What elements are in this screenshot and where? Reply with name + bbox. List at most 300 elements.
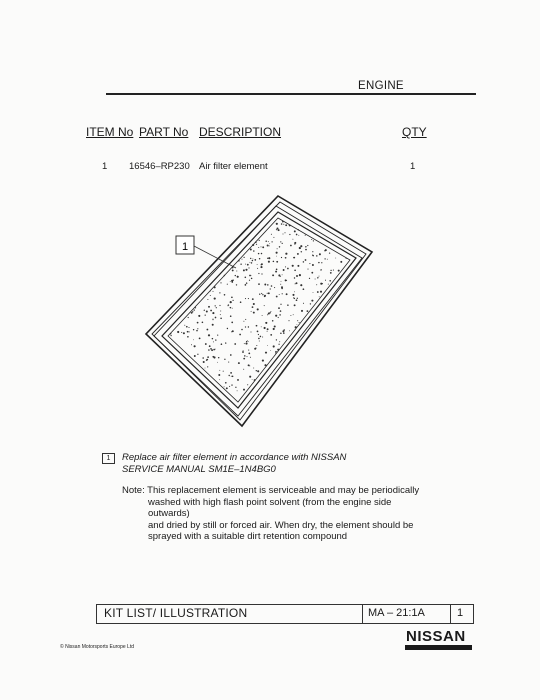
filter-speckle bbox=[294, 269, 296, 271]
filter-speckle bbox=[282, 293, 283, 294]
header-rule bbox=[106, 93, 476, 95]
filter-speckle bbox=[224, 294, 226, 296]
filter-speckle bbox=[311, 300, 313, 302]
filter-speckle bbox=[268, 312, 270, 314]
filter-speckle bbox=[232, 376, 234, 378]
filter-speckle bbox=[279, 341, 280, 342]
filter-speckle bbox=[218, 374, 220, 376]
filter-speckle bbox=[202, 322, 204, 324]
filter-speckle bbox=[293, 257, 295, 259]
filter-speckle bbox=[316, 255, 318, 257]
filter-speckle bbox=[211, 349, 213, 351]
filter-speckle bbox=[297, 320, 298, 321]
filter-speckle bbox=[259, 294, 260, 295]
instruction-callout: 1 bbox=[102, 453, 115, 464]
filter-speckle bbox=[194, 355, 196, 357]
filter-speckle bbox=[214, 298, 216, 300]
filter-speckle bbox=[253, 312, 255, 314]
filter-speckle bbox=[312, 255, 313, 256]
filter-speckle bbox=[250, 357, 251, 358]
filter-speckle bbox=[321, 269, 322, 270]
filter-speckle bbox=[285, 257, 287, 259]
filter-speckle bbox=[330, 272, 332, 274]
filter-speckle bbox=[245, 326, 246, 327]
filter-speckle bbox=[198, 315, 200, 317]
filter-speckle bbox=[283, 269, 285, 271]
filter-speckle bbox=[296, 299, 298, 301]
filter-speckle bbox=[282, 274, 283, 275]
filter-speckle bbox=[270, 350, 271, 351]
filter-speckle bbox=[319, 253, 321, 255]
filter-speckle bbox=[297, 253, 299, 255]
filter-speckle bbox=[275, 351, 277, 353]
filter-speckle bbox=[294, 243, 295, 244]
filter-speckle bbox=[184, 325, 185, 326]
filter-speckle bbox=[257, 308, 259, 310]
filter-speckle bbox=[333, 270, 334, 271]
filter-speckle bbox=[245, 277, 247, 279]
filter-speckle bbox=[258, 334, 259, 335]
leader-line bbox=[194, 246, 236, 268]
filter-speckle bbox=[280, 241, 281, 242]
filter-speckle bbox=[247, 384, 248, 385]
filter-speckle bbox=[348, 262, 349, 263]
filter-speckle bbox=[177, 331, 179, 333]
filter-speckle bbox=[274, 325, 276, 327]
column-header-qty: QTY bbox=[402, 125, 427, 139]
filter-speckle bbox=[280, 276, 281, 277]
filter-speckle bbox=[268, 261, 270, 263]
filter-speckle bbox=[231, 267, 232, 268]
filter-speckle bbox=[307, 310, 309, 312]
filter-speckle bbox=[230, 281, 231, 282]
filter-speckle bbox=[282, 233, 283, 234]
filter-speckle bbox=[202, 357, 204, 359]
filter-speckle bbox=[256, 244, 257, 245]
filter-speckle bbox=[229, 386, 230, 387]
filter-speckle bbox=[257, 268, 258, 269]
filter-speckle bbox=[247, 356, 248, 357]
qty-cell: 1 bbox=[410, 161, 416, 172]
filter-speckle bbox=[261, 326, 262, 327]
filter-speckle bbox=[294, 277, 295, 278]
filter-speckle bbox=[243, 358, 245, 360]
filter-speckle bbox=[220, 310, 221, 311]
filter-speckle bbox=[257, 264, 258, 265]
filter-speckle bbox=[230, 315, 232, 317]
filter-speckle bbox=[186, 326, 188, 328]
filter-speckle bbox=[239, 334, 241, 336]
filter-speckle bbox=[329, 280, 331, 282]
filter-speckle bbox=[207, 299, 208, 300]
instruction-text bbox=[122, 452, 382, 476]
filter-speckle bbox=[276, 252, 278, 254]
column-header-part-no: PART No bbox=[139, 125, 189, 139]
filter-speckle bbox=[287, 268, 289, 270]
filter-speckle bbox=[278, 317, 279, 318]
filter-speckle bbox=[210, 310, 212, 312]
filter-speckle bbox=[237, 379, 239, 381]
description-cell: Air filter element bbox=[199, 161, 268, 172]
logo-bar bbox=[405, 645, 472, 650]
filter-speckle bbox=[272, 274, 274, 276]
note-line-2: washed with high flash point solvent (from the engine side outwards) bbox=[148, 496, 392, 519]
filter-speckle bbox=[303, 303, 304, 304]
filter-speckle bbox=[210, 291, 211, 292]
filter-speckle bbox=[232, 308, 233, 309]
filter-speckle bbox=[311, 239, 312, 240]
filter-speckle bbox=[274, 287, 275, 288]
filter-speckle bbox=[235, 387, 236, 388]
filter-speckle bbox=[256, 345, 257, 346]
filter-speckle bbox=[262, 360, 264, 362]
filter-speckle bbox=[181, 332, 182, 333]
filter-speckle bbox=[267, 345, 268, 346]
filter-speckle bbox=[189, 331, 190, 332]
filter-speckle bbox=[324, 258, 325, 259]
filter-speckle bbox=[315, 279, 316, 280]
filter-speckle bbox=[305, 259, 307, 261]
filter-speckle bbox=[231, 384, 232, 385]
filter-speckle bbox=[223, 371, 224, 372]
filter-speckle bbox=[235, 275, 236, 276]
filter-speckle bbox=[330, 270, 331, 271]
filter-speckle bbox=[249, 376, 251, 378]
filter-speckle bbox=[219, 379, 220, 380]
filter-speckle bbox=[248, 267, 249, 268]
filter-speckle bbox=[268, 257, 270, 259]
filter-speckle bbox=[321, 262, 322, 263]
filter-speckle bbox=[276, 256, 277, 257]
filter-speckle bbox=[237, 390, 238, 391]
filter-speckle bbox=[210, 295, 211, 296]
filter-speckle bbox=[252, 298, 254, 300]
footer-title: KIT LIST/ ILLUSTRATION bbox=[104, 606, 248, 620]
filter-speckle bbox=[247, 340, 248, 341]
filter-speckle bbox=[230, 307, 232, 309]
filter-speckle bbox=[234, 343, 236, 345]
filter-speckle bbox=[253, 250, 255, 252]
filter-speckle bbox=[273, 345, 275, 347]
filter-speckle bbox=[255, 241, 257, 243]
filter-speckle bbox=[265, 240, 266, 241]
filter-speckle bbox=[248, 350, 249, 351]
filter-speckle bbox=[268, 241, 269, 242]
filter-speckle bbox=[240, 263, 241, 264]
filter-speckle bbox=[244, 355, 246, 357]
filter-speckle bbox=[303, 288, 305, 290]
filter-speckle bbox=[245, 319, 246, 320]
filter-speckle bbox=[276, 227, 278, 229]
filter-speckle bbox=[281, 257, 282, 258]
filter-speckle bbox=[293, 314, 294, 315]
filter-speckle bbox=[208, 349, 210, 351]
filter-speckle bbox=[261, 273, 262, 274]
filter-speckle bbox=[313, 240, 314, 241]
filter-speckle bbox=[305, 249, 307, 251]
filter-speckle bbox=[294, 230, 296, 232]
filter-speckle bbox=[267, 284, 269, 286]
filter-speckle bbox=[271, 285, 273, 287]
filter-speckle bbox=[206, 360, 207, 361]
filter-speckle bbox=[219, 370, 220, 371]
filter-speckle bbox=[240, 301, 242, 303]
filter-speckle bbox=[254, 379, 256, 381]
filter-speckle bbox=[285, 224, 287, 226]
filter-speckle bbox=[273, 237, 274, 238]
filter-speckle bbox=[205, 368, 206, 369]
filter-speckle bbox=[243, 257, 244, 258]
filter-speckle bbox=[305, 235, 306, 236]
filter-speckle bbox=[327, 259, 328, 260]
filter-speckle bbox=[243, 321, 244, 322]
filter-speckle bbox=[232, 300, 233, 301]
filter-speckle bbox=[245, 343, 247, 345]
filter-speckle bbox=[203, 361, 205, 363]
filter-speckle bbox=[254, 259, 256, 261]
filter-speckle bbox=[248, 298, 249, 299]
filter-speckle bbox=[194, 345, 196, 347]
filter-speckle bbox=[183, 332, 185, 334]
filter-speckle bbox=[187, 336, 189, 338]
filter-speckle bbox=[257, 331, 259, 333]
filter-speckle bbox=[252, 258, 253, 259]
filter-speckle bbox=[230, 354, 232, 356]
filter-speckle bbox=[227, 328, 228, 329]
filter-speckle bbox=[191, 312, 193, 314]
filter-speckle bbox=[207, 356, 209, 358]
filter-speckle bbox=[273, 261, 275, 263]
filter-speckle bbox=[279, 314, 281, 316]
filter-speckle bbox=[280, 332, 282, 334]
filter-speckle bbox=[296, 324, 297, 325]
filter-speckle bbox=[243, 389, 245, 391]
filter-speckle bbox=[188, 327, 189, 328]
filter-speckle bbox=[258, 338, 260, 340]
filter-speckle bbox=[258, 247, 259, 248]
filter-speckle bbox=[199, 338, 201, 340]
filter-speckle bbox=[170, 333, 172, 335]
filter-speckle bbox=[197, 328, 198, 329]
filter-speckle bbox=[265, 352, 267, 354]
filter-speckle bbox=[269, 243, 270, 244]
filter-speckle bbox=[297, 265, 299, 267]
filter-speckle bbox=[328, 284, 329, 285]
filter-speckle bbox=[217, 362, 218, 363]
filter-speckle bbox=[256, 325, 258, 327]
filter-speckle bbox=[236, 284, 237, 285]
filter-speckle bbox=[253, 303, 255, 305]
filter-speckle bbox=[249, 365, 250, 366]
filter-speckle bbox=[281, 223, 283, 225]
filter-speckle bbox=[267, 258, 268, 259]
filter-speckle bbox=[251, 275, 252, 276]
filter-speckle bbox=[250, 331, 251, 332]
filter-speckle bbox=[195, 307, 196, 308]
filter-speckle bbox=[299, 322, 300, 323]
filter-speckle bbox=[282, 221, 284, 223]
filter-speckle bbox=[259, 240, 260, 241]
filter-speckle bbox=[318, 262, 319, 263]
filter-speckle bbox=[273, 328, 275, 330]
filter-speckle bbox=[289, 330, 290, 331]
filter-speckle bbox=[300, 284, 302, 286]
filter-speckle bbox=[217, 335, 218, 336]
filter-speckle bbox=[265, 322, 267, 324]
filter-speckle bbox=[194, 309, 195, 310]
filter-speckle bbox=[275, 315, 277, 317]
filter-speckle bbox=[196, 330, 198, 332]
filter-speckle bbox=[278, 274, 280, 276]
filter-speckle bbox=[221, 343, 223, 345]
note-text bbox=[122, 485, 432, 543]
filter-speckle bbox=[286, 280, 287, 281]
filter-speckle bbox=[279, 294, 280, 295]
filter-speckle bbox=[213, 356, 215, 358]
filter-speckle bbox=[204, 310, 205, 311]
filter-speckle bbox=[243, 369, 244, 370]
filter-speckle bbox=[220, 282, 221, 283]
filter-speckle bbox=[215, 317, 217, 319]
filter-speckle bbox=[322, 283, 323, 284]
filter-speckle bbox=[301, 251, 302, 252]
filter-speckle bbox=[252, 306, 254, 308]
filter-speckle bbox=[287, 304, 289, 306]
filter-speckle bbox=[310, 303, 311, 304]
filter-speckle bbox=[243, 269, 245, 271]
filter-speckle bbox=[256, 370, 257, 371]
filter-speckle bbox=[276, 339, 277, 340]
filter-speckle bbox=[286, 293, 288, 295]
filter-speckle bbox=[264, 305, 265, 306]
filter-speckle bbox=[218, 357, 219, 358]
filter-speckle bbox=[224, 359, 225, 360]
filter-speckle bbox=[271, 234, 272, 235]
filter-speckle bbox=[242, 351, 244, 353]
filter-speckle bbox=[294, 304, 296, 306]
filter-speckle bbox=[227, 284, 228, 285]
filter-speckle bbox=[281, 286, 283, 288]
note-line-4: sprayed with a suitable dirt retention compound bbox=[148, 531, 348, 542]
filter-speckle bbox=[170, 335, 171, 336]
filter-speckle bbox=[277, 349, 279, 351]
filter-speckle bbox=[298, 235, 299, 236]
filter-speckle bbox=[280, 310, 282, 312]
filter-speckle bbox=[317, 291, 319, 293]
filter-speckle bbox=[188, 317, 189, 318]
filter-speckle bbox=[309, 263, 310, 264]
filter-speckle bbox=[284, 232, 285, 233]
filter-speckle bbox=[292, 265, 294, 267]
filter-speckle bbox=[197, 354, 198, 355]
filter-speckle bbox=[307, 245, 308, 246]
filter-speckle bbox=[215, 349, 216, 350]
filter-speckle bbox=[197, 322, 199, 324]
filter-speckle bbox=[212, 338, 214, 340]
filter-speckle bbox=[319, 276, 320, 277]
filter-speckle bbox=[275, 271, 277, 273]
footer-reference: MA – 21:1A bbox=[368, 607, 425, 619]
footer-divider bbox=[450, 604, 451, 624]
filter-speckle bbox=[301, 310, 303, 312]
filter-speckle bbox=[252, 260, 253, 261]
filter-speckle bbox=[252, 244, 254, 246]
filter-speckle bbox=[251, 278, 253, 280]
filter-speckle bbox=[317, 278, 318, 279]
filter-speckle bbox=[258, 253, 259, 254]
filter-speckle bbox=[249, 262, 250, 263]
filter-speckle bbox=[215, 305, 216, 306]
filter-speckle bbox=[214, 286, 216, 288]
filter-speckle bbox=[272, 320, 274, 322]
filter-speckle bbox=[279, 246, 280, 247]
filter-speckle bbox=[267, 314, 268, 315]
filter-speckle bbox=[262, 294, 263, 295]
filter-speckle bbox=[264, 296, 266, 298]
filter-speckle bbox=[248, 353, 250, 355]
filter-speckle bbox=[267, 331, 268, 332]
column-header-item-no: ITEM No bbox=[86, 125, 134, 139]
filter-speckle bbox=[245, 298, 246, 299]
filter-speckle bbox=[325, 280, 326, 281]
filter-speckle bbox=[220, 318, 222, 320]
filter-speckle bbox=[212, 319, 213, 320]
filter-speckle bbox=[262, 246, 264, 248]
filter-speckle bbox=[225, 342, 226, 343]
filter-speckle bbox=[237, 276, 238, 277]
filter-speckle bbox=[292, 294, 294, 296]
filter-speckle bbox=[238, 362, 240, 364]
filter-speckle bbox=[311, 272, 313, 274]
filter-speckle bbox=[267, 328, 269, 330]
filter-speckle bbox=[238, 260, 240, 262]
filter-speckle bbox=[305, 246, 306, 247]
filter-speckle bbox=[206, 329, 208, 331]
filter-speckle bbox=[303, 261, 305, 263]
filter-speckle bbox=[216, 307, 217, 308]
filter-speckle bbox=[319, 296, 320, 297]
filter-speckle bbox=[275, 352, 276, 353]
filter-speckle bbox=[285, 253, 287, 255]
filter-speckle bbox=[267, 293, 268, 294]
filter-speckle bbox=[329, 252, 330, 253]
filter-speckle bbox=[248, 326, 249, 327]
filter-speckle bbox=[276, 268, 278, 270]
filter-speckle bbox=[296, 234, 298, 236]
item-no-cell: 1 bbox=[102, 161, 108, 172]
filter-speckle bbox=[245, 269, 247, 271]
filter-speckle bbox=[289, 224, 291, 226]
filter-speckle bbox=[213, 341, 214, 342]
filter-speckle bbox=[300, 245, 302, 247]
filter-speckle bbox=[261, 253, 263, 255]
filter-speckle bbox=[250, 258, 251, 259]
filter-speckle bbox=[215, 339, 216, 340]
filter-speckle bbox=[213, 291, 214, 292]
filter-speckle bbox=[244, 343, 245, 344]
filter-speckle bbox=[249, 280, 250, 281]
filter-speckle bbox=[228, 362, 229, 363]
column-header-description: DESCRIPTION bbox=[199, 125, 282, 139]
filter-speckle bbox=[276, 296, 278, 298]
filter-speckle bbox=[230, 372, 232, 374]
filter-speckle bbox=[248, 364, 250, 366]
filter-speckle bbox=[260, 266, 262, 268]
filter-speckle bbox=[193, 329, 194, 330]
filter-speckle bbox=[246, 282, 248, 284]
filter-speckle bbox=[220, 314, 221, 315]
air-filter-illustration bbox=[140, 188, 380, 438]
